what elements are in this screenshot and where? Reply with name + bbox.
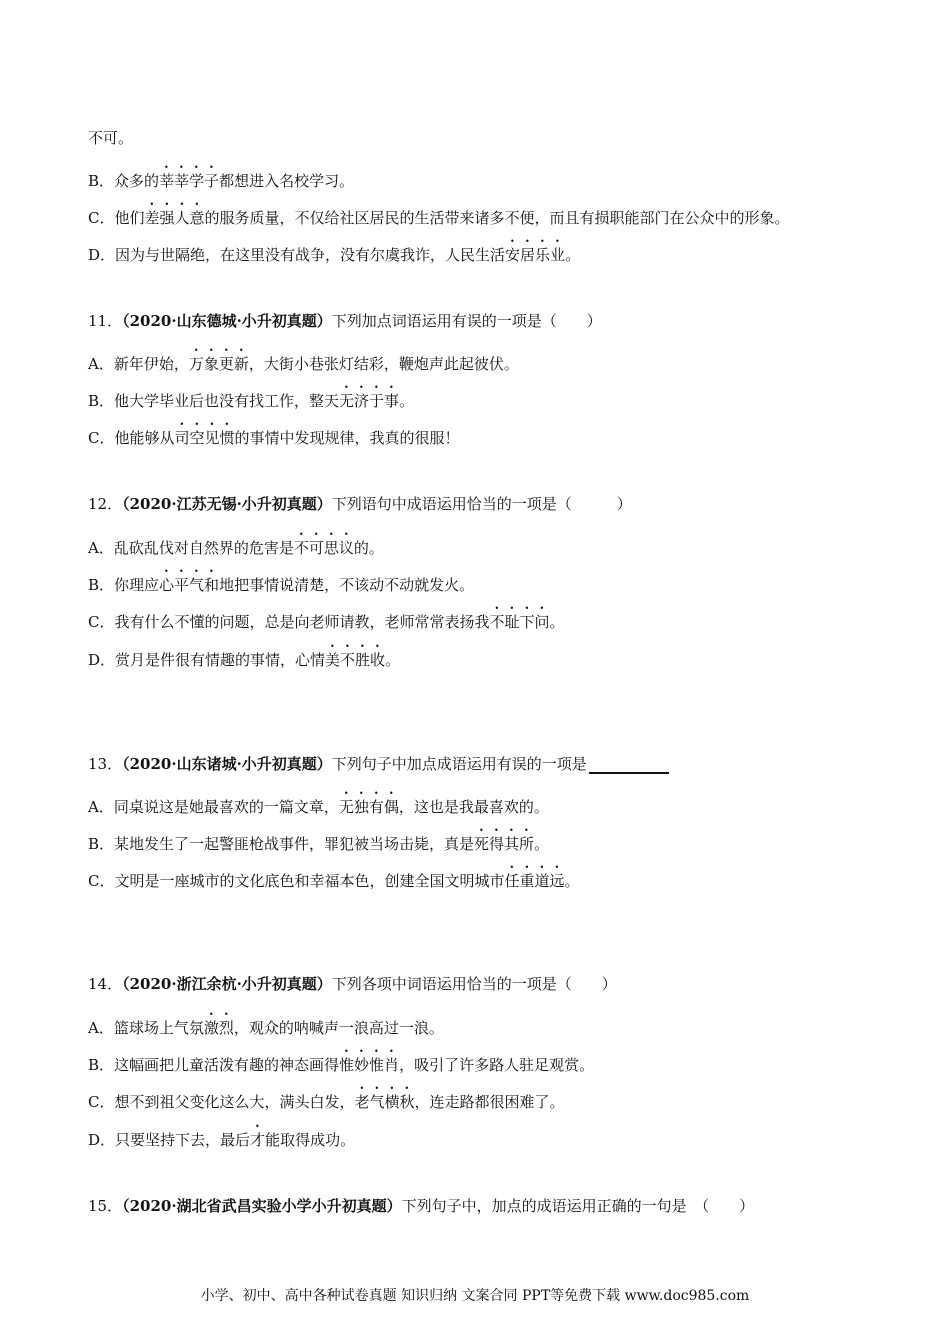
dotted-phrase: 万象更新	[188, 355, 249, 373]
question-text: 下列句子中，加点的成语运用正确的一句是 （ ）	[401, 1197, 755, 1215]
question-12-option-a	[88, 530, 384, 558]
dotted-phrase: 司空见惯	[174, 429, 235, 447]
question-14-option-c	[88, 1084, 565, 1112]
option-text: ，连走路都很困难了。	[414, 1093, 565, 1111]
question-14-option-b	[88, 1047, 594, 1075]
dotted-phrase: 任重道远	[504, 872, 565, 890]
option-text: 的事情中发现规律，我真的很服！	[234, 429, 460, 447]
question-number: 11．	[88, 312, 123, 330]
option-label: A．	[88, 798, 114, 816]
question-number: 12．	[88, 495, 123, 513]
option-text: 这幅画把儿童活泼有趣的神态画得	[114, 1056, 340, 1074]
option-text: 乱砍乱伐对自然界的危害是	[113, 539, 294, 557]
option-label: D．	[88, 246, 116, 264]
option-text: 新年伊始，	[113, 355, 189, 373]
question-source: （2020·江苏无锡·小升初真题）	[122, 495, 332, 513]
question-text: 下列加点词语运用有误的一项是（ ）	[331, 312, 602, 330]
option-text: ，这也是我最喜欢的。	[398, 798, 549, 816]
question-12-stem	[88, 494, 632, 514]
option-label: B．	[88, 392, 115, 410]
option-text: 他们	[114, 209, 145, 227]
option-text: 。	[385, 651, 401, 669]
dotted-phrase: 不可思议	[293, 539, 354, 557]
option-text: 众多的	[114, 172, 160, 190]
dotted-phrase: 死得其所	[474, 835, 535, 853]
option-label: A．	[88, 355, 114, 373]
dotted-phrase: 安居乐业	[505, 246, 566, 264]
question-source: （2020·湖北省武昌实验小学小升初真题）	[122, 1197, 402, 1215]
dotted-phrase: 惟妙惟肖	[339, 1056, 400, 1074]
option-text: 你理应	[114, 576, 160, 594]
option-text: 文明是一座城市的文化底色和幸福本色，创建全国文明城市	[114, 872, 505, 890]
option-text: 篮球场上气氛	[113, 1019, 204, 1037]
option-text: 能取得成功。	[265, 1131, 356, 1149]
question-number: 13．	[88, 755, 123, 773]
prev-option-d	[88, 237, 580, 265]
question-13-option-b	[88, 826, 549, 854]
option-text: 赏月是件很有情趣的事情，心情	[115, 651, 326, 669]
option-text: 地把事情说清楚，不该动不动就发火。	[219, 576, 475, 594]
option-label: A．	[88, 539, 114, 557]
question-12-option-c	[88, 604, 565, 632]
option-text: 我有什么不懂的问题，总是向老师请教，老师常常表扬我	[114, 613, 490, 631]
option-label: C．	[88, 429, 115, 447]
option-text: 因为与世隔绝，在这里没有战争，没有尔虞我诈，人民生活	[115, 246, 506, 264]
prev-option-b	[88, 163, 354, 191]
page-footer: 小学、初中、高中各种试卷真题 知识归纳 文案合同 PPT等免费下载 www.doc985.com	[200, 1288, 750, 1304]
question-13-option-a	[88, 789, 549, 817]
option-text: 。	[399, 392, 415, 410]
option-text: 某地发生了一起警匪枪战事件，罪犯被当场击毙，真是	[114, 835, 475, 853]
option-label: B．	[88, 172, 115, 190]
dotted-phrase: 老气横秋	[354, 1093, 415, 1111]
option-label: B．	[88, 835, 115, 853]
question-11-stem	[88, 311, 602, 331]
question-text: 下列句子中加点成语运用有误的一项是	[331, 755, 587, 773]
option-text: 的。	[353, 539, 384, 557]
dotted-phrase: 无独有偶	[338, 798, 399, 816]
question-13-stem	[88, 754, 669, 774]
question-11-option-b	[88, 383, 414, 411]
dotted-phrase: 莘莘学子	[159, 172, 220, 190]
question-11-option-a	[88, 346, 519, 374]
question-14-stem	[88, 974, 617, 994]
option-text: ，观众的呐喊声一浪高过一浪。	[233, 1019, 444, 1037]
option-label: B．	[88, 1056, 115, 1074]
dotted-phrase: 不耻下问	[489, 613, 550, 631]
option-text: 他大学毕业后也没有找工作，整天	[114, 392, 340, 410]
question-14-option-a	[88, 1010, 444, 1038]
dotted-phrase: 激烈	[203, 1019, 234, 1037]
option-text: 只要坚持下去，最后	[115, 1131, 251, 1149]
dotted-phrase: 心平气和	[159, 576, 220, 594]
question-15-stem	[88, 1196, 754, 1216]
option-text: ，大街小巷张灯结彩，鞭炮声此起彼伏。	[248, 355, 519, 373]
prev-question-tail: 不可。	[88, 129, 134, 147]
question-text: 下列各项中词语运用恰当的一项是（ ）	[331, 975, 617, 993]
option-label: C．	[88, 1093, 115, 1111]
option-text: 的服务质量，不仅给社区居民的生活带来诸多不便，而且有损职能部门在公众中的形象。	[204, 209, 790, 227]
option-text: 同桌说这是她最喜欢的一篇文章，	[113, 798, 339, 816]
question-14-option-d	[88, 1122, 355, 1150]
option-label: A．	[88, 1019, 114, 1037]
option-text: ，吸引了许多路人驻足观赏。	[399, 1056, 595, 1074]
option-text: 。	[534, 835, 550, 853]
option-label: C．	[88, 209, 115, 227]
option-label: C．	[88, 613, 115, 631]
option-label: D．	[88, 1131, 116, 1149]
question-source: （2020·山东诸城·小升初真题）	[122, 755, 332, 773]
option-text: 他能够从	[114, 429, 175, 447]
dotted-phrase: 美不胜收	[325, 651, 386, 669]
option-text: 都想进入名校学习。	[219, 172, 355, 190]
option-text: 想不到祖父变化这么大，满头白发，	[114, 1093, 355, 1111]
question-text: 下列语句中成语运用恰当的一项是（ ）	[331, 495, 632, 513]
dotted-phrase: 无济于事	[339, 392, 400, 410]
option-label: D．	[88, 651, 116, 669]
dotted-phrase: 才	[250, 1131, 266, 1149]
question-number: 14．	[88, 975, 123, 993]
option-text: 。	[549, 613, 565, 631]
question-12-option-d	[88, 642, 400, 670]
answer-blank[interactable]	[589, 758, 669, 774]
question-12-option-b	[88, 567, 474, 595]
option-label: B．	[88, 576, 115, 594]
dotted-phrase: 差强人意	[144, 209, 205, 227]
option-label: C．	[88, 872, 115, 890]
question-11-option-c	[88, 420, 460, 448]
question-number: 15．	[88, 1197, 123, 1215]
question-source: （2020·浙江余杭·小升初真题）	[122, 975, 332, 993]
question-13-option-c	[88, 863, 580, 891]
question-source: （2020·山东德城·小升初真题）	[122, 312, 332, 330]
option-text: 。	[565, 246, 581, 264]
option-text: 。	[564, 872, 580, 890]
prev-option-c	[88, 200, 790, 228]
